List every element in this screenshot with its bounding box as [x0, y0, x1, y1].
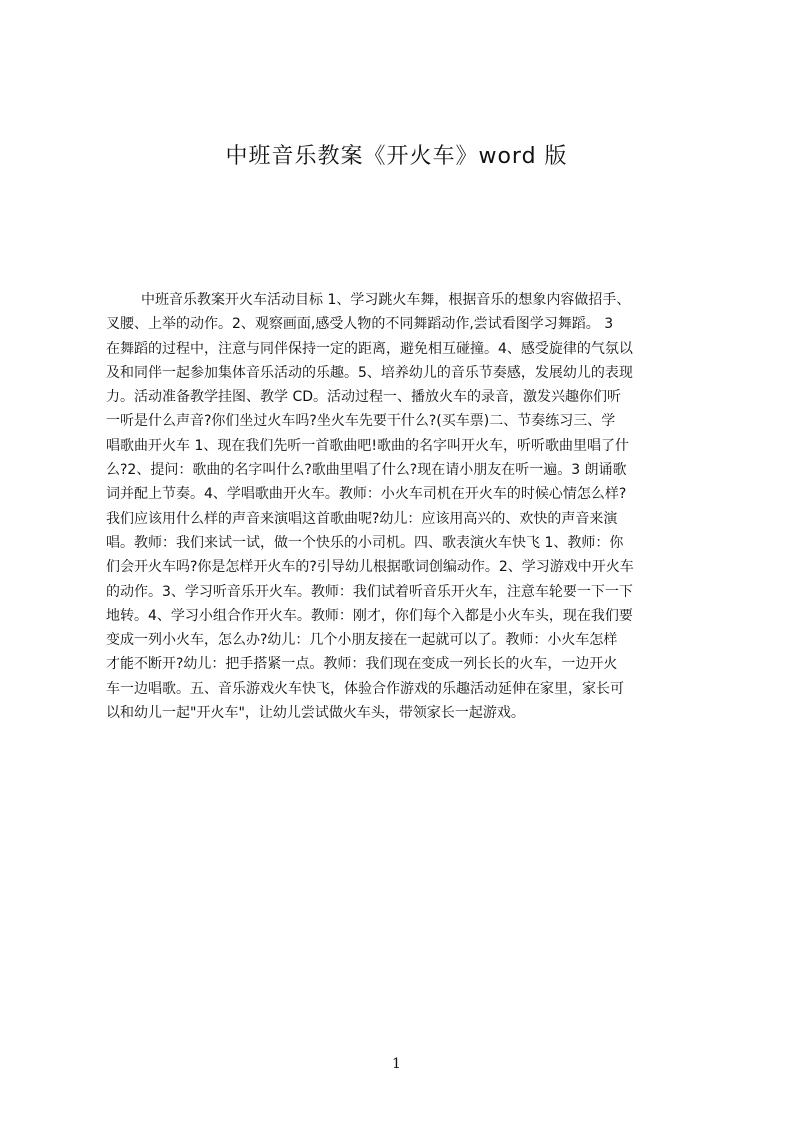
- body-line: 叉腰、上举的动作。2、观察画面,感受人物的不同舞蹈动作,尝试看图学习舞蹈。 3: [106, 316, 614, 333]
- body-line: 车一边唱歌。五、音乐游戏火车快飞，体验合作游戏的乐趣活动延伸在家里，家长可: [106, 680, 624, 697]
- body-line: 以和幼儿一起"开火车"，让幼儿尝试做火车头，带领家长一起游戏。: [106, 705, 525, 722]
- body-paragraph: [106, 288, 696, 778]
- document-title: 中班音乐教案《开火车》word 版: [225, 144, 568, 169]
- body-line: 的动作。3、学习听音乐开火车。教师：我们试着听音乐开火车，注意车轮要一下一下: [106, 583, 633, 600]
- body-line: 在舞蹈的过程中，注意与同伴保持一定的距离，避免相互碰撞。4、感受旋律的气氛以: [106, 340, 633, 357]
- body-line: 中班音乐教案开火车活动目标 1、学习跳火车舞，根据音乐的想象内容做招手、: [141, 292, 631, 308]
- body-line: 才能不断开?幼儿：把手搭紧一点。教师：我们现在变成一列长长的火车，一边开火: [106, 656, 618, 673]
- body-line: 我们应该用什么样的声音来演唱这首歌曲呢?幼儿：应该用高兴的、欢快的声音来演: [106, 510, 618, 527]
- body-line: 及和同伴一起参加集体音乐活动的乐趣。5、培养幼儿的音乐节奏感，发展幼儿的表现: [106, 364, 633, 381]
- body-line: 变成一列小火车，怎么办?幼儿：几个小朋友接在一起就可以了。教师：小火车怎样: [106, 632, 618, 649]
- body-line: 一听是什么声音?你们坐过火车吗?坐火车先要干什么?(买车票)二、节奏练习三、学: [106, 413, 616, 430]
- body-line: 地转。4、学习小组合作开火车。教师：刚才，你们每个入都是小火车头，现在我们要: [106, 607, 633, 624]
- body-line: 么?2、提问：歌曲的名字叫什么?歌曲里唱了什么?现在请小朋友在听一遍。3 朗诵歌: [106, 462, 627, 479]
- body-line: 词并配上节奏。4、学唱歌曲开火车。教师：小火车司机在开火车的时候心情怎么样?: [106, 486, 627, 503]
- body-line: 们会开火车吗?你是怎样开火车的?引导幼儿根据歌词创编动作。2、学习游戏中开火车: [106, 559, 634, 576]
- body-line: 唱歌曲开火车 1、现在我们先听一首歌曲吧!歌曲的名字叫开火车，听听歌曲里唱了什: [106, 437, 629, 454]
- page-number: 1: [392, 1056, 401, 1072]
- body-line: 力。活动准备教学挂图、教学 CD。活动过程一、播放火车的录音，激发兴趣你们听: [106, 389, 622, 406]
- body-line: 唱。教师：我们来试一试，做一个快乐的小司机。四、歌表演火车快飞 1、教师：你: [106, 534, 624, 551]
